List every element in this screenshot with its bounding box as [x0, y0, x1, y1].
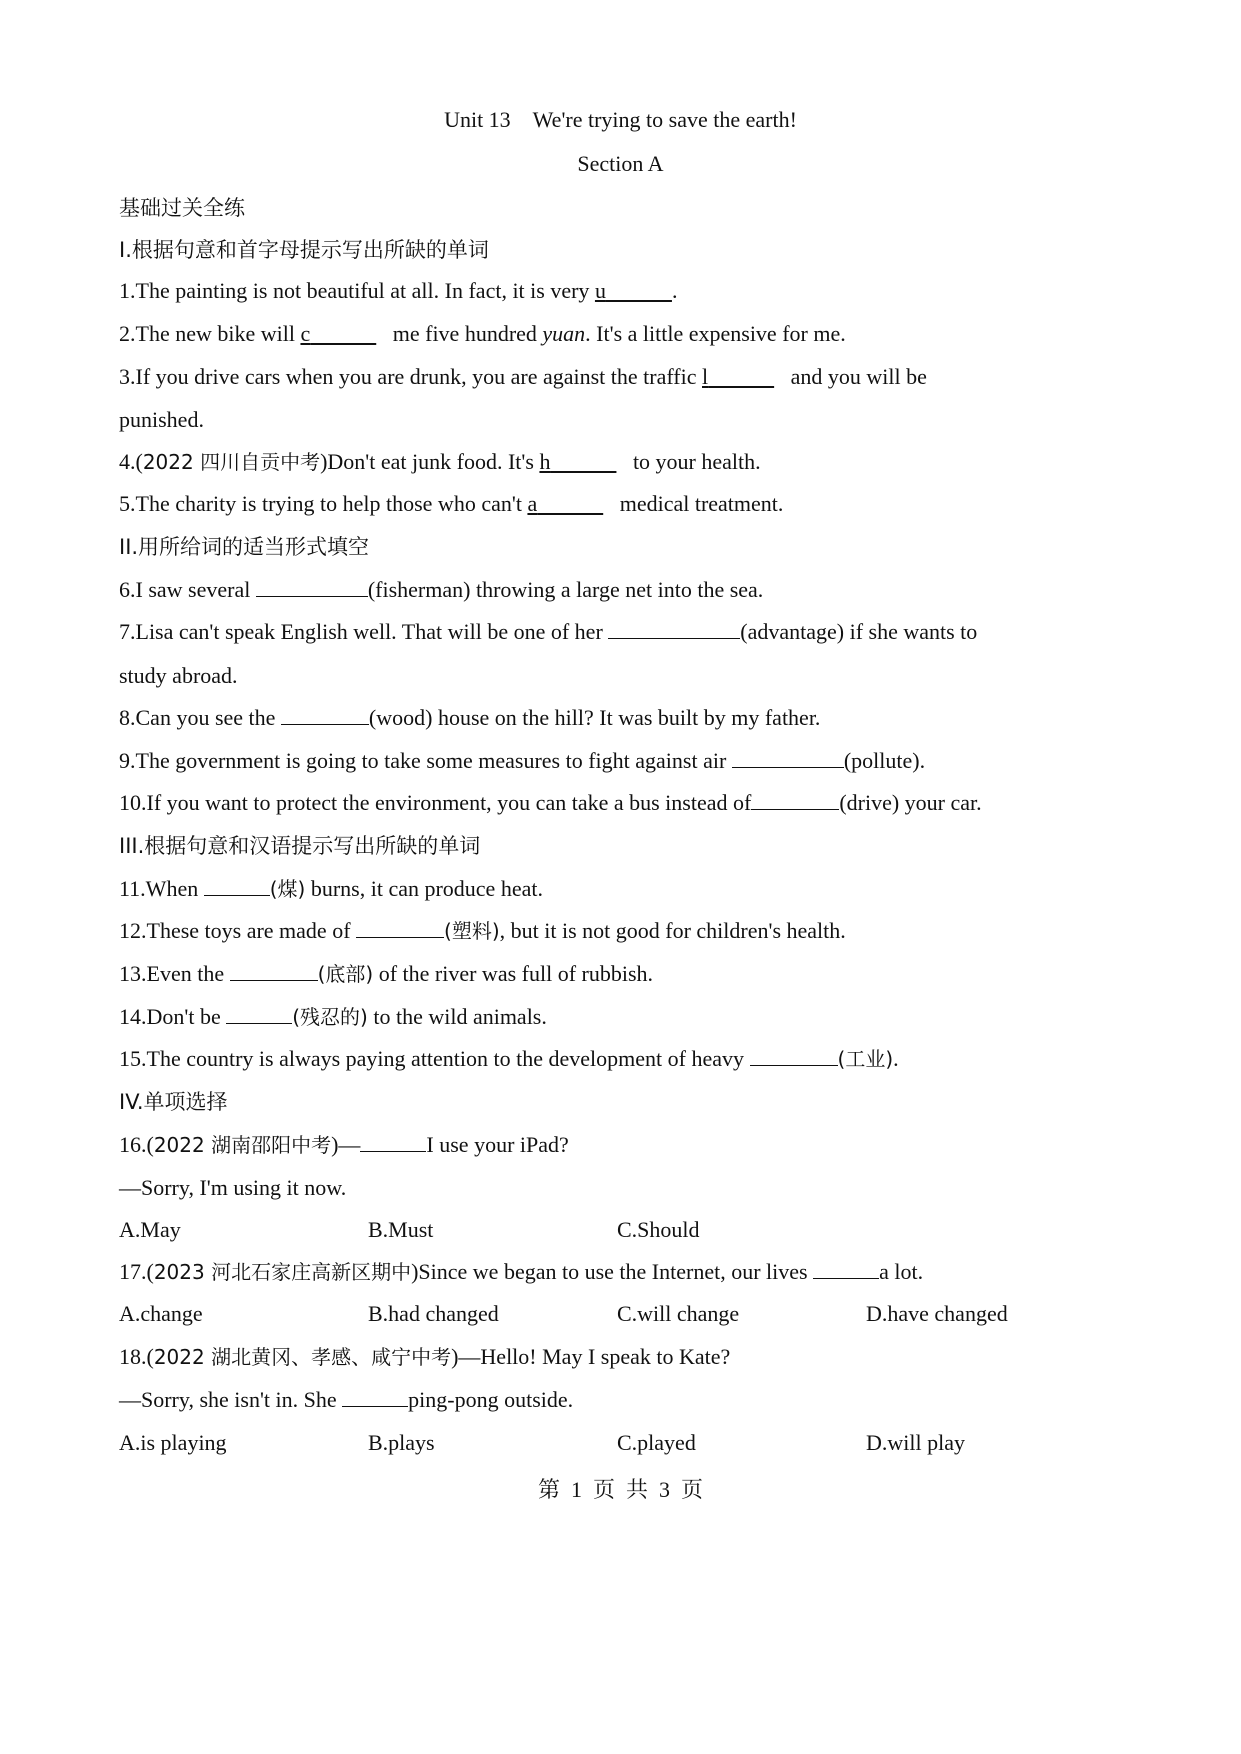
- part3-heading: III.根据句意和汉语提示写出所缺的单词: [119, 834, 481, 858]
- question-14: 14.Don't be (残忍的) to the wild animals.: [119, 1004, 547, 1029]
- question-6: 6.I saw several (fisherman) throwing a large net into the sea.: [119, 577, 764, 602]
- answer-blank-9[interactable]: [732, 747, 844, 768]
- part4-heading: IV.单项选择: [119, 1090, 228, 1114]
- page-number: 第 1 页 共 3 页: [537, 1477, 703, 1502]
- part1-heading: I.根据句意和首字母提示写出所缺的单词: [119, 238, 489, 262]
- question-3-continued: punished.: [119, 407, 204, 432]
- answer-blank-13[interactable]: [230, 960, 318, 981]
- answer-blank-5[interactable]: a: [527, 491, 538, 516]
- question-source: 2022 湖南邵阳中考: [153, 1133, 332, 1157]
- question-16: 16.(2022 湖南邵阳中考)— I use your iPad?: [119, 1132, 569, 1157]
- question-3: 3.If you drive cars when you are drunk, you are against the traffic l and you will be: [119, 364, 927, 389]
- question-18: 18.(2022 湖北黄冈、孝感、咸宁中考)—Hello! May I speak to Kate?: [119, 1344, 731, 1369]
- section-title: Section A: [577, 151, 664, 176]
- answer-blank-14[interactable]: [226, 1003, 292, 1024]
- option-18-d[interactable]: D.will play: [866, 1430, 965, 1455]
- question-7: 7.Lisa can't speak English well. That will be one of her (advantage) if she wants to: [119, 619, 978, 644]
- question-11: 11.When (煤) burns, it can produce heat.: [119, 876, 543, 901]
- option-18-c[interactable]: C.played: [617, 1430, 696, 1455]
- answer-blank-8[interactable]: [281, 704, 369, 725]
- answer-blank-1[interactable]: u: [594, 278, 606, 303]
- question-2: 2.The new bike will c me five hundred yuan. It's a little expensive for me.: [119, 321, 846, 346]
- option-17-b[interactable]: B.had changed: [368, 1301, 499, 1326]
- unit-title: Unit 13 We're trying to save the earth!: [444, 107, 797, 132]
- option-18-b[interactable]: B.plays: [368, 1430, 435, 1455]
- question-source: 2023 河北石家庄高新区期中: [153, 1260, 412, 1284]
- question-18-reply: —Sorry, she isn't in. She ping-pong outside.: [119, 1387, 574, 1412]
- answer-blank-17[interactable]: [813, 1258, 879, 1279]
- answer-blank-3[interactable]: l: [702, 364, 709, 389]
- question-16-reply: —Sorry, I'm using it now.: [119, 1175, 347, 1200]
- option-16-a[interactable]: A.May: [119, 1217, 181, 1242]
- option-17-c[interactable]: C.will change: [617, 1301, 740, 1326]
- question-source: 2022 湖北黄冈、孝感、咸宁中考: [153, 1345, 452, 1369]
- option-17-a[interactable]: A.change: [119, 1301, 203, 1326]
- question-source: 2022 四川自贡中考: [142, 450, 321, 474]
- practice-label: 基础过关全练: [119, 196, 245, 220]
- question-13: 13.Even the (底部) of the river was full of rubbish.: [119, 961, 654, 986]
- option-18-a[interactable]: A.is playing: [119, 1430, 227, 1455]
- option-16-c[interactable]: C.Should: [617, 1217, 700, 1242]
- question-5: 5.The charity is trying to help those who can't a medical treatment.: [119, 491, 784, 516]
- answer-blank-4[interactable]: h: [539, 449, 551, 474]
- question-9: 9.The government is going to take some measures to fight against air (pollute).: [119, 748, 926, 773]
- question-17: 17.(2023 河北石家庄高新区期中)Since we began to use the Internet, our lives a lot.: [119, 1259, 924, 1284]
- question-4: 4.(2022 四川自贡中考)Don't eat junk food. It's h to your health.: [119, 449, 761, 474]
- question-15: 15.The country is always paying attention to the development of heavy (工业).: [119, 1046, 899, 1071]
- question-12: 12.These toys are made of (塑料), but it is not good for children's health.: [119, 918, 846, 943]
- part2-heading: II.用所给词的适当形式填空: [119, 535, 370, 559]
- answer-blank-6[interactable]: [256, 576, 368, 597]
- option-16-b[interactable]: B.Must: [368, 1217, 434, 1242]
- question-8: 8.Can you see the (wood) house on the hill? It was built by my father.: [119, 705, 821, 730]
- answer-blank-16[interactable]: [360, 1131, 426, 1152]
- answer-blank-18[interactable]: [342, 1386, 408, 1407]
- answer-blank-11[interactable]: [204, 875, 270, 896]
- option-17-d[interactable]: D.have changed: [866, 1301, 1008, 1326]
- question-10: 10.If you want to protect the environment, you can take a bus instead of (drive) your car.: [119, 790, 982, 815]
- question-1: 1.The painting is not beautiful at all. In fact, it is very u .: [119, 278, 678, 303]
- answer-blank-10[interactable]: [751, 789, 839, 810]
- answer-blank-12[interactable]: [356, 917, 444, 938]
- answer-blank-7[interactable]: [608, 618, 740, 639]
- answer-blank-2[interactable]: c: [300, 321, 311, 346]
- question-7-continued: study abroad.: [119, 663, 238, 688]
- answer-blank-15[interactable]: [750, 1045, 838, 1066]
